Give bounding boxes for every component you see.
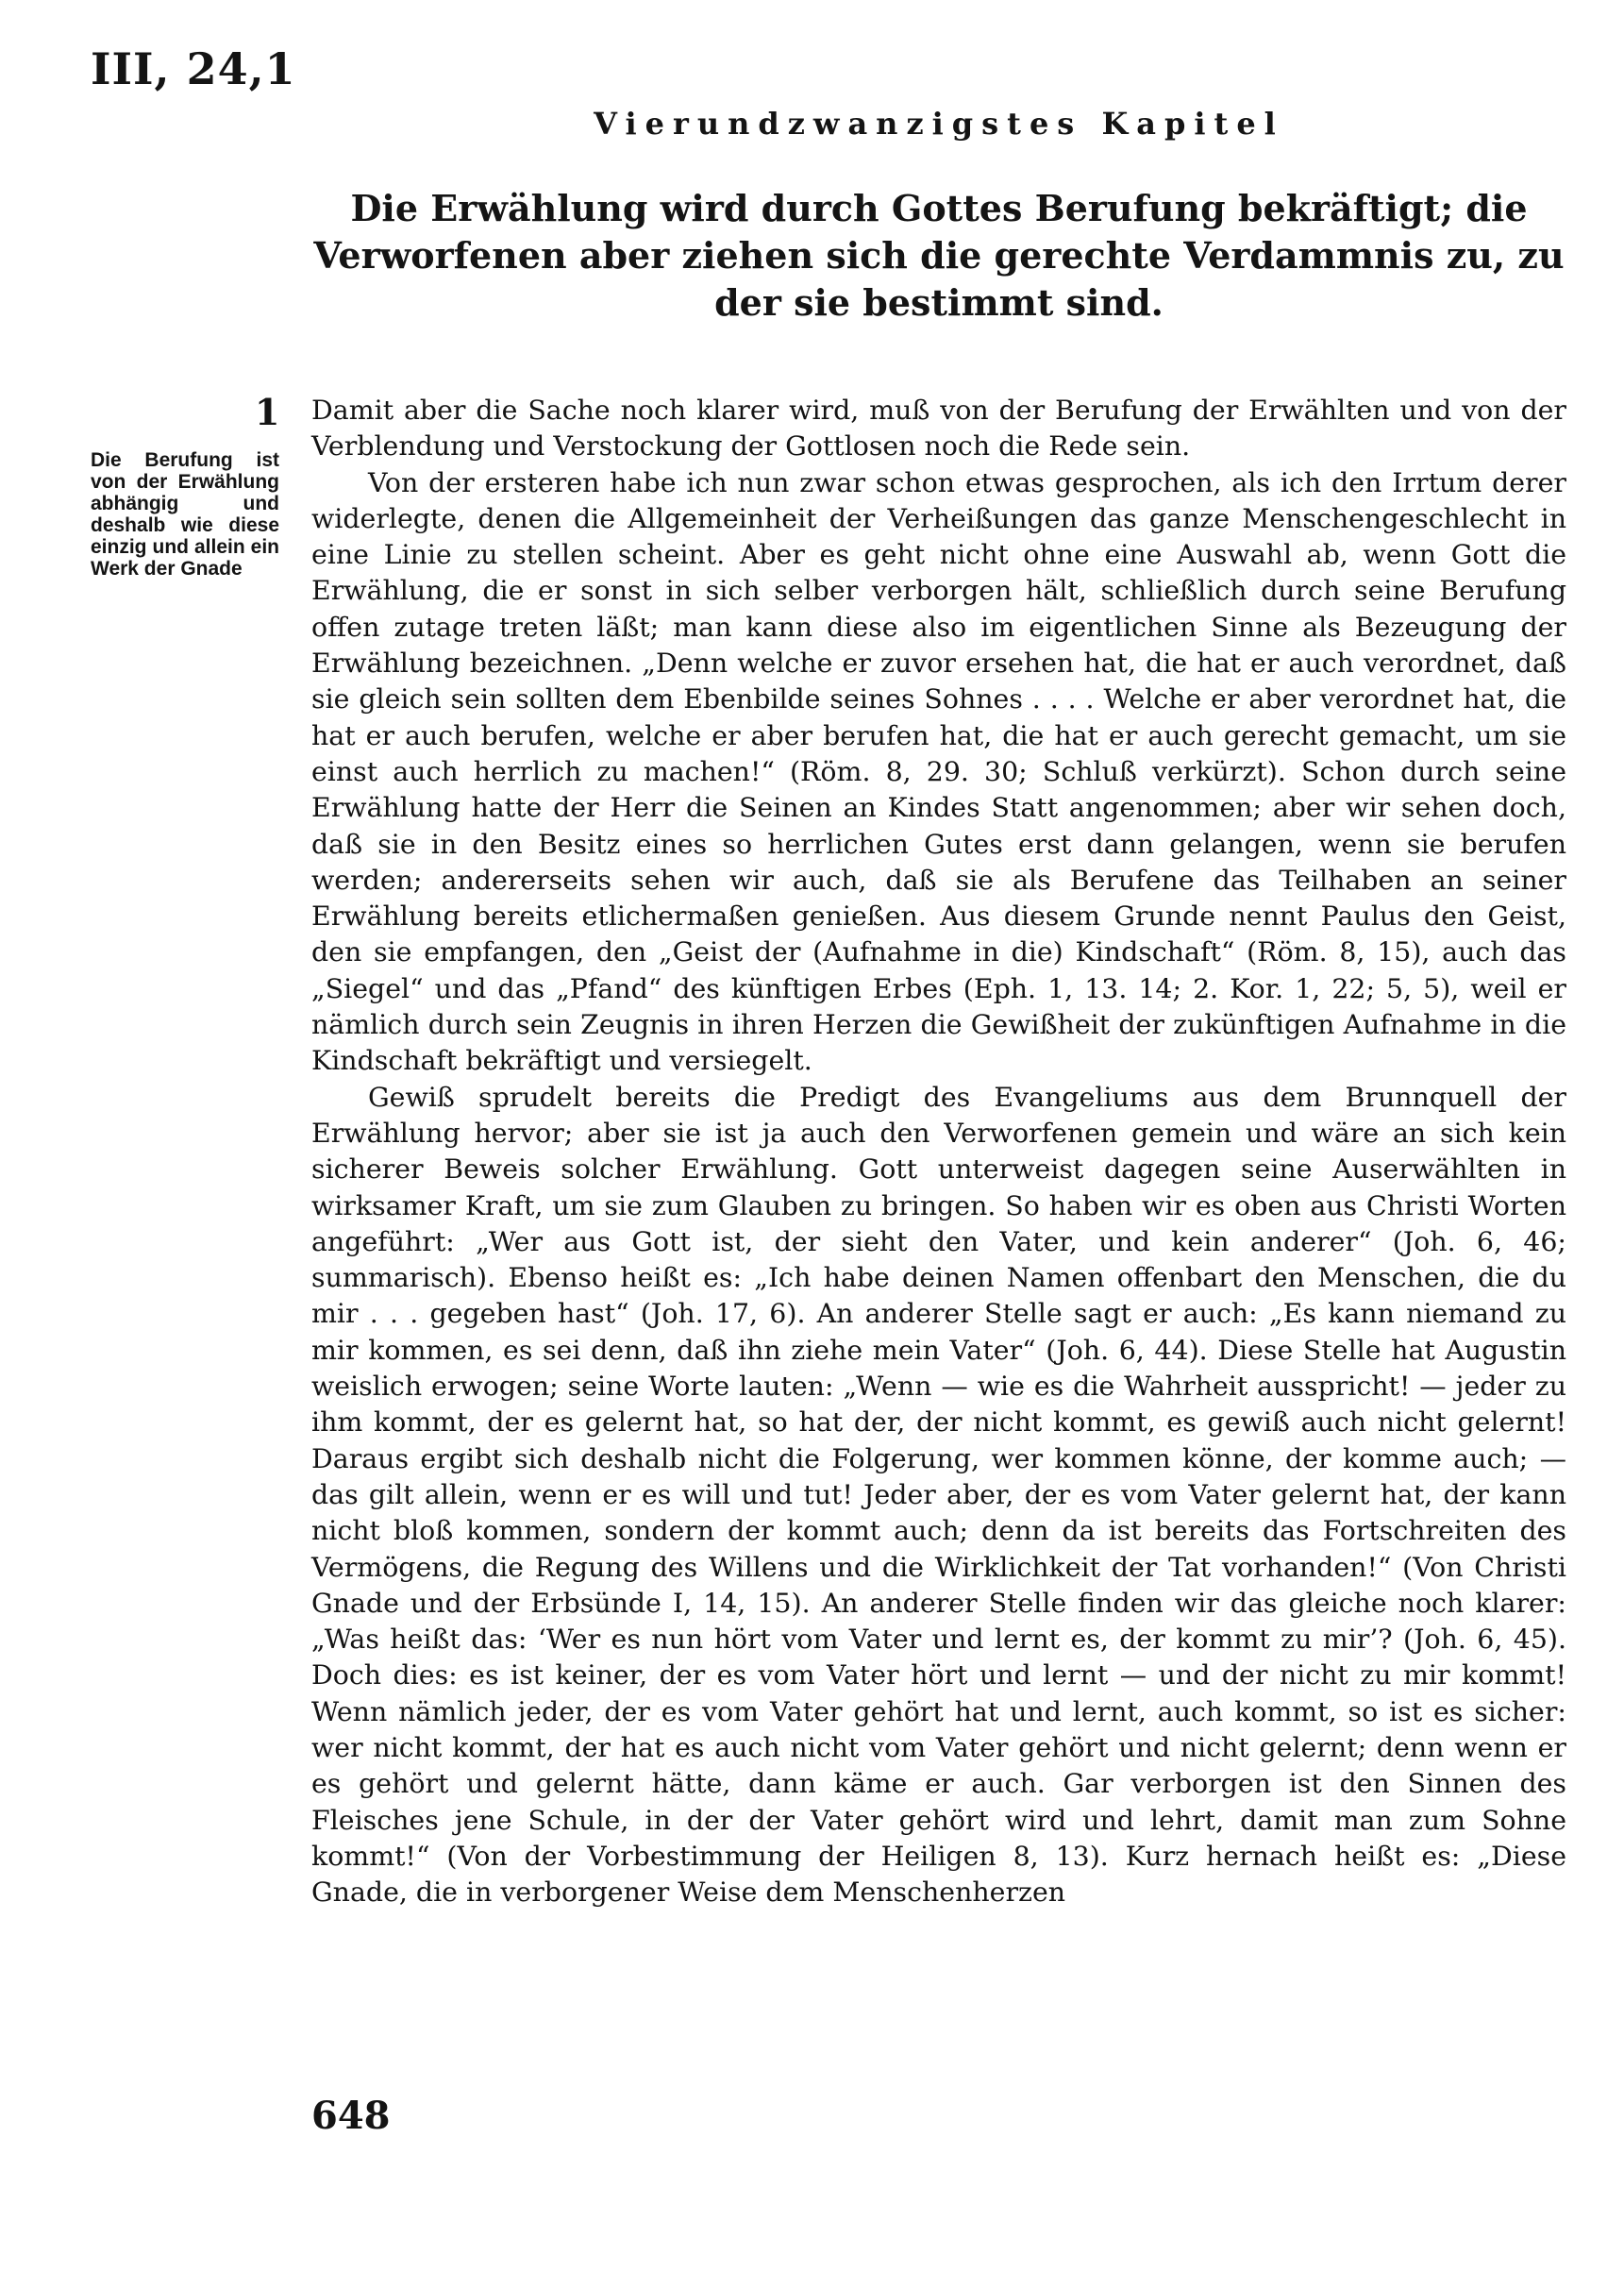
margin-note: Die Berufung ist von der Erwählung abhängig und deshalb wie diese einzig und allein ein Werk der Gnade bbox=[91, 449, 279, 580]
paragraph: Damit aber die Sache noch klarer wird, muß von der Berufung der Erwählten und von der Verblendung und Verstockung der Gottlosen noch die Rede sein. bbox=[311, 395, 1566, 463]
paragraph: Von der ersteren habe ich nun zwar schon etwas gesprochen, als ich den Irrtum derer widerlegte, denen die Allgemeinheit der Verheißungen das ganze Menschengeschlecht in eine Linie zu stellen scheint. Aber es geht nicht ohne eine Auswahl ab, wenn Gott die Erwählung, die er sonst in sich selber verborgen hält, schließlich durch seine Berufung offen zutage treten läßt; man kann diese also im eigentlichen Sinne als Bezeugung der Erwählung bezeichnen. „Denn welche er zuvor ersehen hat, die hat er auch verordnet, daß sie gleich sein sollten dem Ebenbilde seines Sohnes . . . . Welche er aber verordnet hat, die hat er auch berufen, welche er aber berufen hat, die hat er auch gerecht gemacht, um sie einst auch herrlich zu machen!“ (Röm. 8, 29. 30; Schluß verkürzt). Schon durch seine Erwählung hatte der Herr die Seinen an Kindes Statt angenommen; aber wir sehen doch, daß sie in den Besitz eines so herrlichen Gutes erst dann gelangen, wenn sie berufen werden; andererseits sehen wir auch, daß sie als Berufene das Teilhaben an seiner Erwählung bereits etlichermaßen genießen. Aus diesem Grunde nennt Paulus den Geist, den sie empfangen, den „Geist der (Aufnahme in die) Kindschaft“ (Röm. 8, 15), auch das „Siegel“ und das „Pfand“ des künftigen Erbes (Eph. 1, 13. 14; 2. Kor. 1, 22; 5, 5), weil er nämlich durch sein Zeugnis in ihren Herzen die Gewißheit der zukünftigen Aufnahme in die Kindschaft bekräftigt und versiegelt. bbox=[311, 466, 1566, 1077]
page-number: 648 bbox=[311, 2094, 391, 2138]
section-number: 1 bbox=[255, 391, 280, 433]
chapter-label: Vierundzwanzigstes Kapitel bbox=[594, 106, 1284, 142]
paragraph: Gewiß sprudelt bereits die Predigt des Evangeliums aus dem Brunnquell der Erwählung hervor; aber sie ist ja auch den Verworfenen gemein und wäre an sich kein sicherer Beweis solcher Erwählung. Gott unterweist dagegen seine Auserwählten in wirksamer Kraft, um sie zum Glauben zu bringen. So haben wir es oben aus Christi Worten angeführt: „Wer aus Gott ist, der sieht den Vater, und kein anderer“ (Joh. 6, 46; summarisch). Ebenso heißt es: „Ich habe deinen Namen offenbart den Menschen, die du mir . . . gegeben hast“ (Joh. 17, 6). An anderer Stelle sagt er auch: „Es kann niemand zu mir kommen, es sei denn, daß ihn ziehe mein Vater“ (Joh. 6, 44). Diese Stelle hat Augustin weislich erwogen; seine Worte lauten: „Wenn — wie es die Wahrheit ausspricht! — jeder zu ihm kommt, der es gelernt hat, so hat der, der nicht kommt, es gewiß auch nicht gelernt! Daraus ergibt sich deshalb nicht die Folgerung, wer kommen könne, der komme auch; — das gilt allein, wenn er es will und tut! Jeder aber, der es vom Vater gelernt hat, der kann nicht bloß kommen, sondern der kommt auch; denn da ist bereits das Fortschreiten des Vermögens, die Regung des Willens und die Wirklichkeit der Tat vorhanden!“ (Von Christi Gnade und der Erbsünde I, 14, 15). An anderer Stelle finden wir das gleiche noch klarer: „Was heißt das: ‘Wer es nun hört vom Vater und lernt es, der kommt zu mir’? (Joh. 6, 45). Doch dies: es ist keiner, der es vom Vater hört und lernt — und der nicht zu mir kommt! Wenn nämlich jeder, der es vom Vater gehört hat und lernt, auch kommt, so ist es sicher: wer nicht kommt, der hat es auch nicht vom Vater gehört und nicht gelernt; denn wenn er es gehört und gelernt hätte, dann käme er auch. Gar verborgen ist den Sinnen des Fleisches jene Schule, in der der Vater gehört wird und lehrt, damit man zum Sohne kommt!“ (Von der Vorbestimmung der Heiligen 8, 13). Kurz hernach heißt es: „Diese Gnade, die in verborgener Weise dem Menschenherzen bbox=[311, 1081, 1566, 1909]
chapter-title: Die Erwählung wird durch Gottes Berufung bekräftigt; die Verworfenen aber ziehen sich die gerechte Verdammnis zu, zu der sie bestimmt sind. bbox=[313, 187, 1565, 324]
body-text bbox=[311, 393, 1566, 1910]
page-reference: III, 24,1 bbox=[91, 43, 296, 94]
